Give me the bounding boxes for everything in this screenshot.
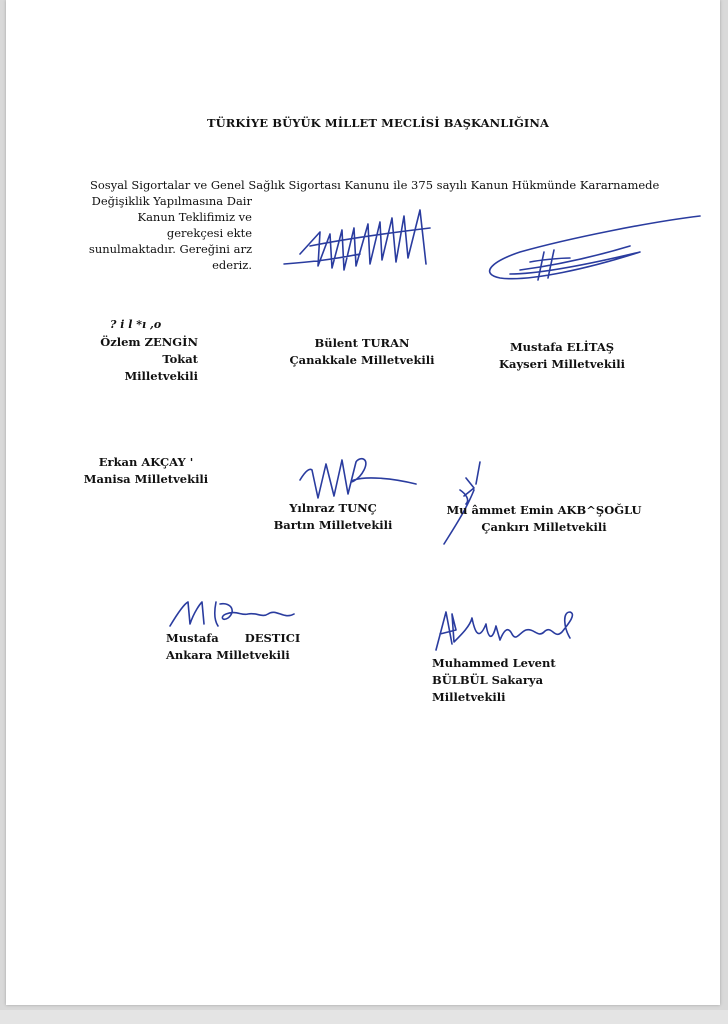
signatory-7-name-first: Mustafa (166, 631, 219, 645)
signatory-3 (490, 339, 634, 373)
signatory-8 (432, 655, 592, 706)
signatory-8-line1: Muhammed Levent (432, 656, 556, 670)
stray-mark: ? i l *ı ,o (110, 318, 162, 331)
signatory-1 (90, 334, 198, 385)
signatory-6 (446, 502, 642, 536)
signatory-7-name (166, 630, 306, 647)
signatory-4-line2: Manisa Milletvekili (83, 472, 209, 486)
signatory-1-province: Tokat (162, 352, 198, 366)
signatory-8-line3: Milletvekili (432, 690, 506, 704)
signatory-5-name: Yılnraz TUNÇ (289, 501, 377, 515)
signatory-2-name: Bülent TURAN (314, 336, 410, 350)
signature-3 (296, 450, 420, 506)
signatory-4 (76, 454, 216, 488)
intro-line-2: Değişiklik Yapılmasına Dair Kanun Teklifimiz ve gerekçesi ekte sunulmaktadır. Gereğini arz ederiz. (88, 194, 252, 272)
signatory-3-name: Mustafa ELİTAŞ (509, 340, 615, 354)
signatory-7 (166, 630, 306, 664)
signatory-6-name: Mu âmmet Emin AKB^ŞOĞLU (446, 503, 642, 517)
signatory-2 (282, 335, 442, 369)
signatory-1-name: Özlem ZENGİN (100, 335, 198, 349)
intro-line-1: Sosyal Sigortalar ve Genel Sağlık Sigortası Kanunu ile 375 sayılı Kanun Hükmünde Kararnamede (90, 178, 660, 192)
document-page (6, 0, 720, 1005)
signature-1 (280, 204, 440, 280)
signatory-4-name: Erkan AKÇAY ' (98, 455, 194, 469)
signature-6 (430, 604, 580, 658)
signatory-5-line2: Bartın Milletvekili (273, 518, 393, 532)
signature-5 (166, 598, 298, 632)
signatory-2-line2: Çanakkale Milletvekili (289, 353, 435, 367)
document-title: TÜRKİYE BÜYÜK MİLLET MECLİSİ BAŞKANLIĞINA (206, 116, 549, 130)
signature-2 (480, 212, 708, 286)
signatory-1-role: Milletvekili (124, 369, 198, 383)
signatory-6-line2: Çankırı Milletvekili (481, 520, 607, 534)
signatory-7-name-last: DESTICI (244, 631, 301, 645)
signatory-7-line2: Ankara Milletvekili (166, 648, 290, 662)
page-bottom-edge (0, 1010, 728, 1024)
signatory-3-line2: Kayseri Milletvekili (499, 357, 625, 371)
signatory-8-line2: BÜLBÜL Sakarya (432, 673, 544, 687)
signatory-5 (268, 500, 398, 534)
